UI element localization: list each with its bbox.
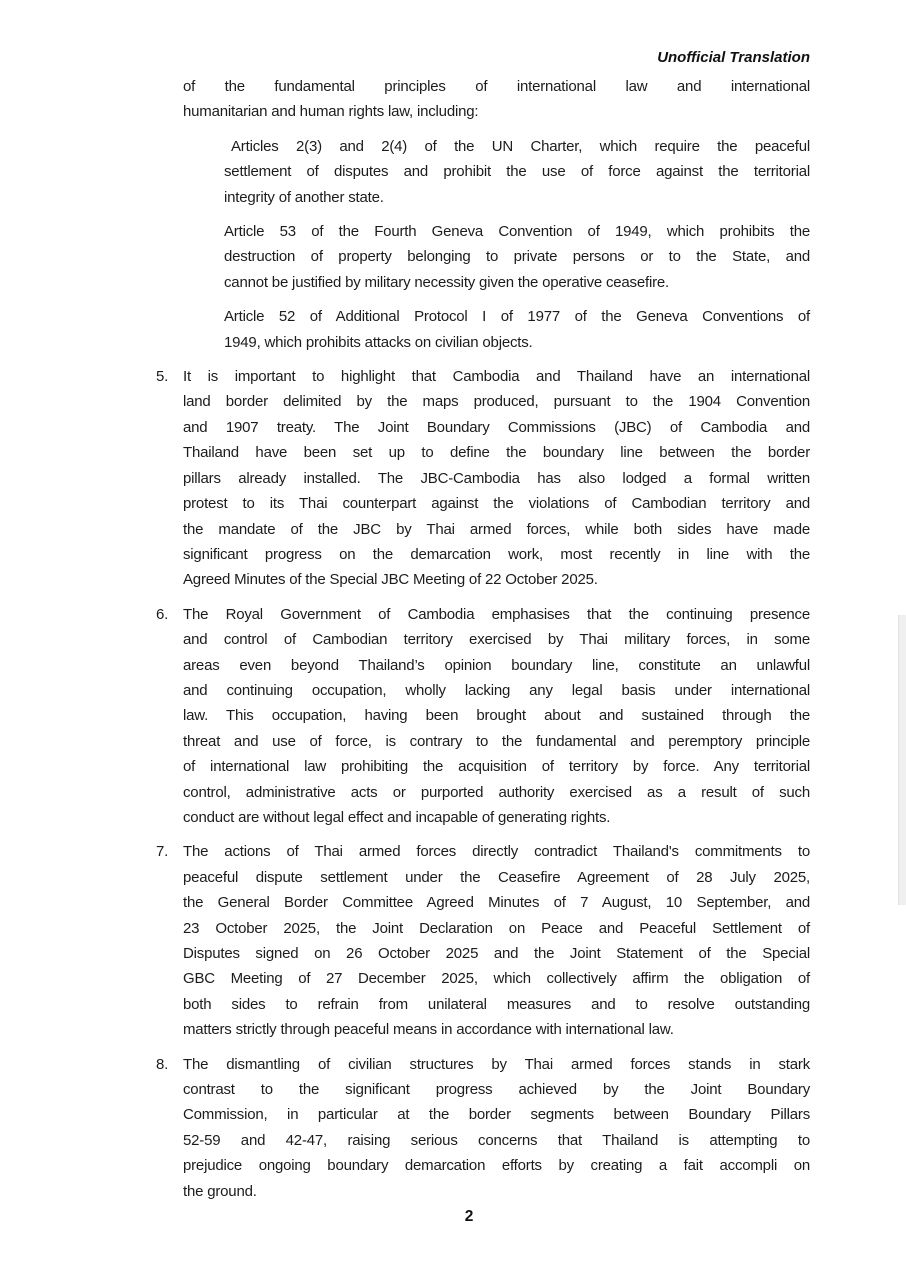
text-line: settlement of disputes and prohibit the use of force against the territorial xyxy=(224,163,810,181)
text-line: the ground. xyxy=(183,1182,257,1200)
text-line: of international law prohibiting the acquisition of territory by force. Any territorial xyxy=(183,758,810,776)
text-line: threat and use of force, is contrary to the fundamental and peremptory principle xyxy=(183,732,810,750)
document-body xyxy=(0,74,906,1213)
text-line: the General Border Committee Agreed Minutes of 7 August, 10 September, and xyxy=(183,894,810,912)
scrollbar-thumb[interactable] xyxy=(898,615,906,905)
indented-clause xyxy=(224,304,810,355)
list-number: 5. xyxy=(156,368,169,386)
text-line: 52-59 and 42-47, raising serious concerns that Thailand is attempting to xyxy=(183,1131,810,1149)
text-line: conduct are without legal effect and incapable of generating rights. xyxy=(183,808,611,826)
indented-clause xyxy=(224,134,810,210)
list-number: 7. xyxy=(156,843,169,861)
list-number: 8. xyxy=(156,1055,169,1073)
text-line: humanitarian and human rights law, including: xyxy=(183,103,479,121)
text-line: 1949, which prohibits attacks on civilian objects. xyxy=(224,333,533,351)
text-line: control, administrative acts or purported authority exercised as a result of such xyxy=(183,783,810,801)
text-line: Disputes signed on 26 October 2025 and the Joint Statement of the Special xyxy=(183,945,810,962)
text-line: Commission, in particular at the border segments between Boundary Pillars xyxy=(183,1106,810,1124)
text-line: Article 53 of the Fourth Geneva Convention of 1949, which prohibits the xyxy=(224,223,810,241)
numbered-paragraph xyxy=(156,1052,810,1204)
text-line: GBC Meeting of 27 December 2025, which collectively affirm the obligation of xyxy=(183,970,810,988)
text-line: law. This occupation, having been brought about and sustained through the xyxy=(183,707,810,725)
text-line: the mandate of the JBC by Thai armed forces, while both sides have made xyxy=(183,520,810,538)
text-line: integrity of another state. xyxy=(224,188,384,206)
indented-clause xyxy=(224,219,810,295)
text-line: protest to its Thai counterpart against the violations of Cambodian territory and xyxy=(183,495,810,513)
text-line: The actions of Thai armed forces directly contradict Thailand's commitments to xyxy=(183,843,810,861)
text-line: contrast to the significant progress achieved by the Joint Boundary xyxy=(183,1081,810,1099)
numbered-paragraph xyxy=(156,839,810,1042)
text-line: Agreed Minutes of the Special JBC Meeting of 22 October 2025. xyxy=(183,571,598,589)
text-line: peaceful dispute settlement under the Ceasefire Agreement of 28 July 2025, xyxy=(183,868,810,886)
text-line: The Royal Government of Cambodia emphasises that the continuing presence xyxy=(183,605,810,623)
text-line: both sides to refrain from unilateral measures and to resolve outstanding xyxy=(183,995,810,1013)
page-number: 2 xyxy=(464,1208,474,1225)
text-line: 23 October 2025, the Joint Declaration on Peace and Peaceful Settlement of xyxy=(183,919,810,937)
paragraph xyxy=(183,74,810,125)
text-line: destruction of property belonging to private persons or to the State, and xyxy=(224,248,810,266)
text-line: cannot be justified by military necessity given the operative ceasefire. xyxy=(224,273,670,291)
text-line: land border delimited by the maps produced, pursuant to the 1904 Convention xyxy=(183,393,810,411)
text-line: and continuing occupation, wholly lacking any legal basis under international xyxy=(183,681,810,699)
text-line: significant progress on the demarcation work, most recently in line with the xyxy=(183,545,810,563)
text-line: areas even beyond Thailand’s opinion boundary line, constitute an unlawful xyxy=(183,656,810,674)
numbered-paragraph xyxy=(156,602,810,831)
text-line: The dismantling of civilian structures by Thai armed forces stands in stark xyxy=(183,1055,810,1073)
text-line: Articles 2(3) and 2(4) of the UN Charter, which require the peaceful xyxy=(231,137,810,155)
text-line: prejudice ongoing boundary demarcation efforts by creating a fait accompli on xyxy=(183,1157,810,1175)
list-number: 6. xyxy=(156,605,169,623)
text-line: Thailand have been set up to define the boundary line between the border xyxy=(183,444,810,462)
text-line: It is important to highlight that Cambodia and Thailand have an international xyxy=(183,368,810,386)
unofficial-translation-label: Unofficial Translation xyxy=(657,49,810,66)
text-line: matters strictly through peaceful means in accordance with international law. xyxy=(183,1021,674,1039)
text-line: of the fundamental principles of international law and international xyxy=(183,78,810,95)
text-line: Article 52 of Additional Protocol I of 1977 of the Geneva Conventions of xyxy=(224,308,810,326)
text-line: and control of Cambodian territory exercised by Thai military forces, in some xyxy=(183,631,810,649)
text-line: and 1907 treaty. The Joint Boundary Commissions (JBC) of Cambodia and xyxy=(183,418,810,436)
numbered-paragraph xyxy=(156,364,810,593)
text-line: pillars already installed. The JBC-Cambodia has also lodged a formal written xyxy=(183,469,810,487)
